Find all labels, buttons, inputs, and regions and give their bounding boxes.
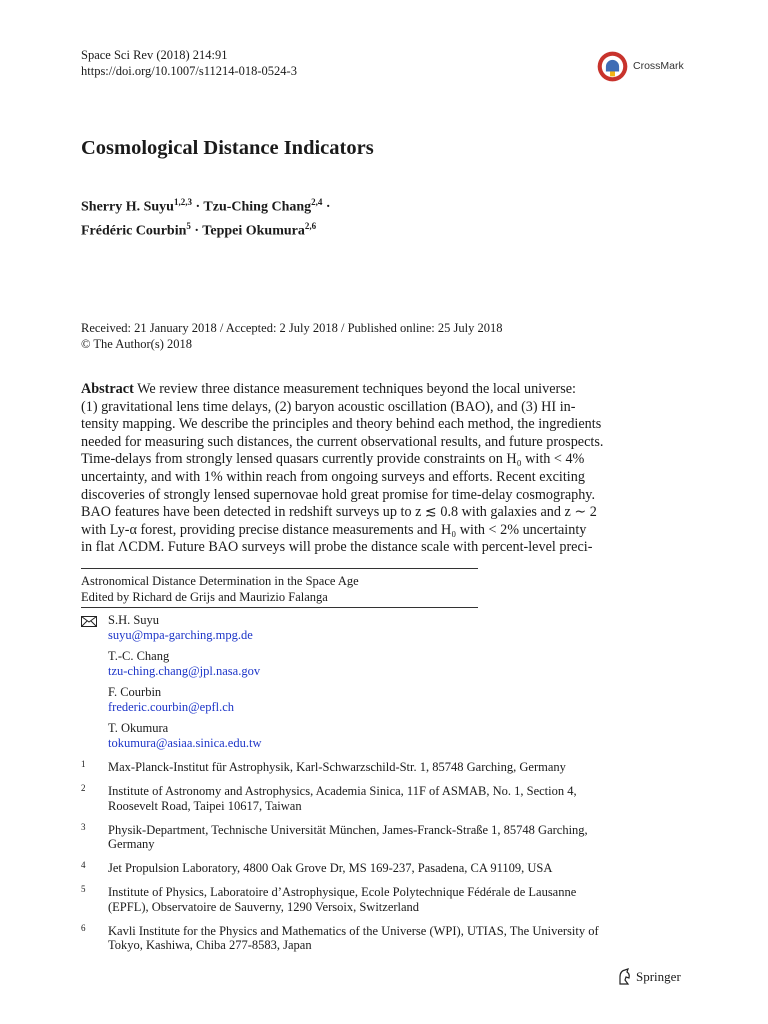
contact-entry [81,613,501,642]
abstract-line: BAO features have been detected in redshift surveys up to z ≲ 0.8 with galaxies and z ∼ 2 [81,504,597,521]
contact-name: S.H. Suyu [108,613,160,627]
paper-title: Cosmological Distance Indicators [81,137,374,159]
author-list [81,193,331,240]
affiliation-entry [81,861,661,876]
abstract-line: (1) gravitational lens time delays, (2) baryon acoustic oscillation (BAO), and (3) HI in- [81,398,576,415]
affiliation-entry [81,885,661,914]
author-separator: · [195,199,201,215]
affiliation-entry [81,760,661,775]
affiliation-entry [81,823,661,852]
contact-name: T. Okumura [108,721,169,735]
publisher-name: Springer [636,969,681,984]
springer-horse-icon [616,968,632,986]
abstract-line: tensity mapping. We describe the principles and theory behind each method, the ingredients [81,416,602,433]
affiliation-number: 2 [81,783,86,793]
abstract-line: in flat ΛCDM. Future BAO surveys will probe the distance scale with percent-level preci- [81,539,593,556]
affiliation-entry [81,784,661,813]
book-title: Astronomical Distance Determination in the Space Age [81,574,359,588]
affiliation-line: Institute of Physics, Laboratoire d’Astrophysique, Ecole Polytechnique Fédérale de Lausanne [108,885,577,899]
edited-by [81,573,359,605]
abstract [81,381,685,557]
contact-email-link[interactable]: suyu@mpa-garching.mpg.de [108,627,253,642]
affiliation-line: (EPFL), Observatoire de Sauverny, 1290 Versoix, Switzerland [108,899,420,914]
doi-link[interactable]: https://doi.org/10.1007/s11214-018-0524-3 [81,64,297,78]
affiliation-line: Tokyo, Kashiwa, Chiba 277-8583, Japan [108,938,312,952]
crossmark-icon [596,50,629,83]
author-name: Sherry H. Suyu [81,199,174,215]
footnote-divider [81,568,478,569]
affiliation-number: 6 [81,922,86,933]
abstract-line: uncertainty, and with 1% within reach from ongoing surveys and efforts. Recent exciting [81,468,585,485]
affiliation-entry [81,924,661,953]
crossmark-badge[interactable] [596,50,696,82]
abstract-label: Abstract [81,381,134,397]
publisher-footer [616,968,681,986]
envelope-icon [81,616,97,627]
abstract-line [81,381,685,399]
contact-email-link[interactable]: tokumura@asiaa.sinica.edu.tw [108,735,262,750]
affiliation-line: Max-Planck-Institut für Astrophysik, Karl-Schwarzschild-Str. 1, 85748 Garching, Germany [108,760,566,774]
abstract-text: We review three distance measurement techniques beyond the local universe: [137,381,576,397]
contact-name: T.-C. Chang [108,649,170,663]
author-line-2 [81,217,331,241]
footnote-divider [81,607,478,608]
contact-entry [81,721,501,750]
dates-line: Received: 21 January 2018 / Accepted: 2 July 2018 / Published online: 25 July 2018 [81,321,503,335]
author-separator: · [325,199,331,215]
author-affil-sup: 2,6 [304,220,317,231]
abstract-line: discoveries of strongly lensed supernovae hold great promise for time-delay cosmography. [81,486,596,503]
affiliation-line: Jet Propulsion Laboratory, 4800 Oak Grove Dr, MS 169-237, Pasadena, CA 91109, USA [108,861,553,875]
author-separator: · [194,223,200,239]
affiliation-line: Institute of Astronomy and Astrophysics, Academia Sinica, 11F of ASMAB, No. 1, Section 4, [108,784,577,798]
author-affil-sup: 2,4 [311,197,323,207]
author-affil-sup: 1,2,3 [173,197,192,207]
author-name: Frédéric Courbin [81,223,187,239]
affiliation-line: Kavli Institute for the Physics and Mathematics of the Universe (WPI), UTIAS, The University of [108,923,599,938]
journal-citation: Space Sci Rev (2018) 214:91 [81,48,228,62]
contact-list [81,613,501,757]
contact-entry [81,649,501,678]
contact-email-link[interactable]: tzu-ching.chang@jpl.nasa.gov [108,663,261,678]
author-name: Tzu-Ching Chang [203,199,312,215]
contact-name: F. Courbin [108,685,162,699]
author-affil-sup: 5 [186,220,191,231]
publication-dates [81,320,502,352]
affiliation-list [81,760,661,962]
affiliation-number: 4 [81,860,86,870]
author-line-1 [81,193,331,217]
affiliation-line: Roosevelt Road, Taipei 10617, Taiwan [108,798,302,813]
affiliation-line: Germany [108,837,155,851]
editors: Edited by Richard de Grijs and Maurizio Falanga [81,590,328,604]
contact-email-link[interactable]: frederic.courbin@epfl.ch [108,699,235,714]
affiliation-line: Physik-Department, Technische Universität München, James-Franck-Straße 1, 85748 Garching, [108,822,588,837]
journal-header [81,47,297,79]
author-name: Teppei Okumura [202,223,305,239]
abstract-line: Time-delays from strongly lensed quasars currently provide constraints on H₀ with < 4% [81,451,585,468]
contact-entry [81,685,501,714]
copyright-line: © The Author(s) 2018 [81,337,192,351]
affiliation-number: 5 [81,884,86,894]
affiliation-number: 3 [81,821,86,832]
abstract-line: needed for measuring such distances, the current observational results, and future prospects. [81,433,604,450]
abstract-line: with Ly-α forest, providing precise distance measurements and H₀ with < 2% uncertainty [81,521,587,538]
crossmark-label: CrossMark [633,60,684,72]
affiliation-number: 1 [81,759,86,769]
